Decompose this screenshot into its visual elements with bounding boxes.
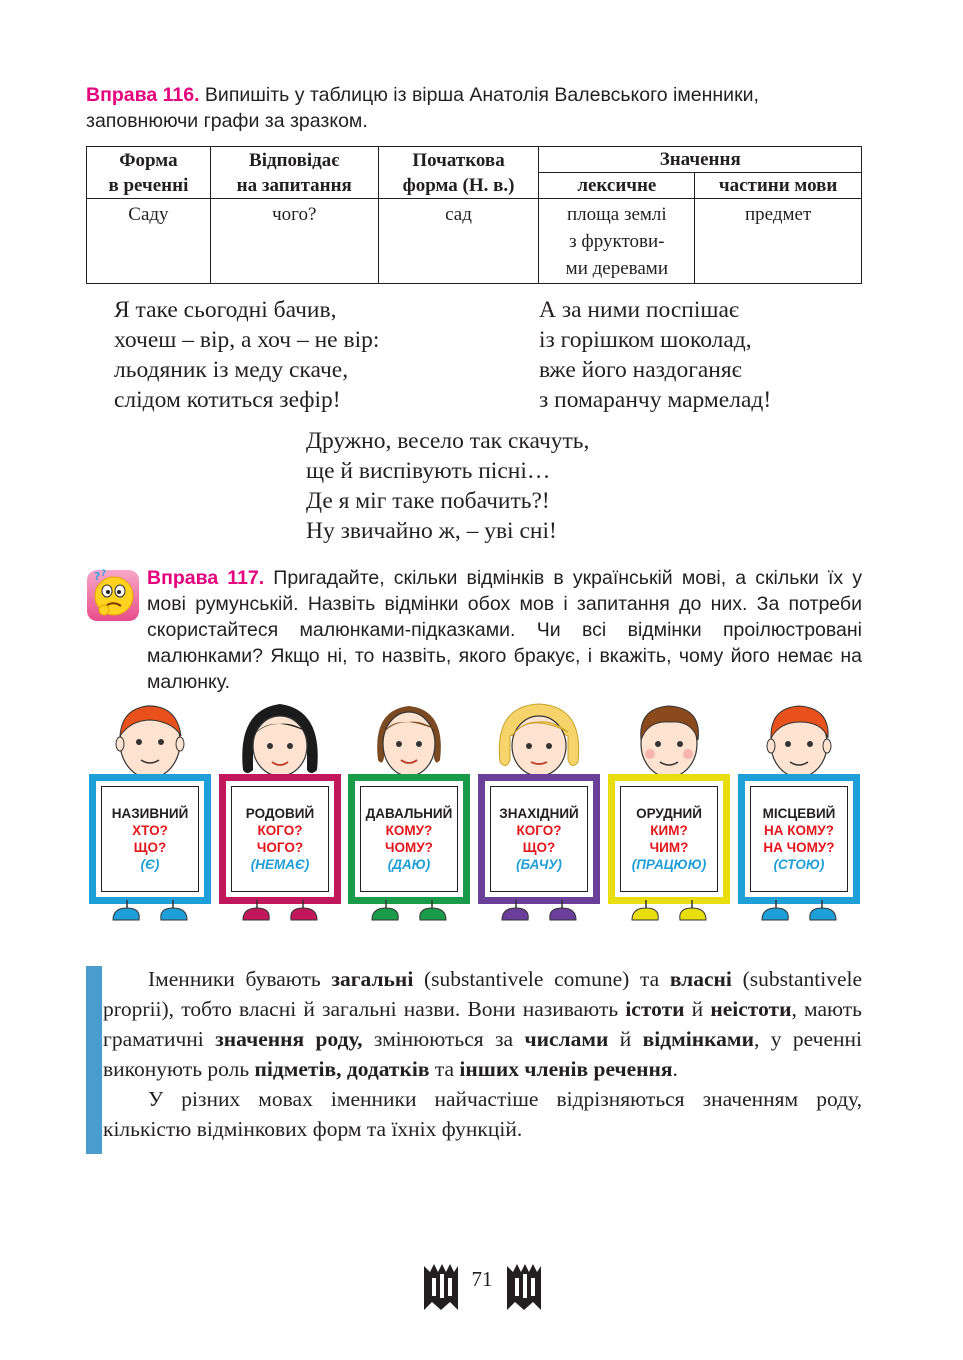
case-question: КОГО? [257, 823, 303, 838]
case-question: КОМУ? [385, 823, 433, 838]
poem-line: льодяник із меду скаче, [114, 357, 349, 383]
poem-stanza-3 [306, 426, 589, 546]
exercise-116-label: Вправа 116. [86, 84, 200, 106]
rule-accent-bar [86, 966, 102, 1154]
exercise-116 [86, 82, 862, 134]
case-board [738, 774, 860, 904]
rule-text: змінюються за [362, 1027, 525, 1051]
poem-line: хочеш – вір, а хоч – не вір: [114, 327, 380, 353]
case-question: ЩО? [522, 840, 556, 855]
girl-face-icon [348, 700, 470, 780]
rule-text: Іменники бувають [148, 967, 332, 991]
case-board [348, 774, 470, 904]
case-figure-instrumental [608, 700, 730, 930]
poem-line: із горішком шоколад, [539, 327, 752, 353]
case-figure-locative [738, 700, 860, 930]
rule-text: та [429, 1057, 460, 1081]
rule-term: неістоти [710, 997, 792, 1021]
girl-face-icon [219, 700, 341, 780]
rule-text: (substantivele comune) та [413, 967, 670, 991]
exercise-117 [147, 565, 862, 695]
rule-term: істоти [625, 997, 685, 1021]
case-example: (БАЧУ) [516, 857, 562, 872]
rule-paragraph-1 [86, 964, 862, 1084]
case-question: НА КОМУ? [764, 823, 834, 838]
case-example: (НЕМАЄ) [250, 857, 310, 872]
page-number: 71 [471, 1267, 493, 1291]
case-figure-genitive [219, 700, 341, 930]
case-figure-dative [348, 700, 470, 930]
rule-term: підметів, додатків [254, 1057, 430, 1081]
case-name: РОДОВИЙ [245, 806, 315, 821]
case-question: КОГО? [516, 823, 562, 838]
feet-icon [738, 900, 860, 922]
rule-text: , у реченні виконують роль [103, 1027, 862, 1081]
case-name: ОРУДНИЙ [636, 806, 702, 821]
case-figure-accusative [478, 700, 600, 930]
case-question: ЧОМУ? [385, 840, 433, 855]
poem-line: Дружно, весело так скачуть, [306, 428, 590, 454]
poem-line: вже його наздоганяє [539, 357, 742, 383]
case-board [219, 774, 341, 904]
rule-term: відмінками [642, 1027, 754, 1051]
case-example: (ПРАЦЮЮ) [631, 857, 707, 872]
case-question: ХТО? [132, 823, 168, 838]
rule-term: інших членів речення [459, 1057, 673, 1081]
case-board [89, 774, 211, 904]
header-meaning: Значення [539, 147, 862, 173]
poem-line: слідом котиться зефір! [114, 387, 341, 413]
boy-face-icon [89, 700, 211, 780]
case-name: НАЗИВНИЙ [111, 806, 189, 821]
rule-term: значення роду, [215, 1027, 363, 1051]
svg-text:?: ? [101, 569, 107, 579]
case-example: (ДАЮ) [387, 857, 431, 872]
header-answers: Відповідає на запитання [210, 147, 378, 199]
boy-face-icon [608, 700, 730, 780]
case-board [608, 774, 730, 904]
header-initial-form: Початкова форма (Н. в.) [378, 147, 539, 199]
poem-line: Де я міг таке побачить?! [306, 488, 550, 514]
case-name: ЗНАХІДНИЙ [499, 806, 579, 821]
feet-icon [348, 900, 470, 922]
feet-icon [89, 900, 211, 922]
table-row [87, 199, 862, 284]
rule-term: числами [524, 1027, 609, 1051]
poem-line: Я таке сьогодні бачив, [114, 297, 337, 323]
case-name: МІСЦЕВИЙ [762, 806, 836, 821]
case-figure-nominative [89, 700, 211, 930]
nouns-table [86, 146, 862, 284]
header-form: Форма в реченні [87, 147, 211, 199]
header-part-of-speech: частини мови [695, 173, 862, 199]
case-name: ДАВАЛЬНИЙ [365, 806, 453, 821]
rule-text: , мають граматичні [103, 997, 862, 1051]
case-question: ЧИМ? [649, 840, 689, 855]
feet-icon [219, 900, 341, 922]
exercise-117-text: Пригадайте, скільки відмінків в українській мові, а скільки їх у мові румунській. Назвіть відмінки обох мов і запитання до них. За потреби скористайтеся малюнками-підказками. Чи всі відмінки проілюстровані малюнками? Якщо ні, то назвіть, якого бракує, і вкажіть, чому його немає на малюнку. [147, 567, 862, 693]
rule-paragraph-2: У різних мовах іменники найчастіше відрізняються значенням роду, кількістю відмінкових форм та їхніх функцій. [103, 1087, 862, 1141]
case-illustrations [86, 700, 862, 930]
rule-text: й [608, 1027, 643, 1051]
case-board [478, 774, 600, 904]
feet-icon [478, 900, 600, 922]
case-question: ЧОГО? [256, 840, 304, 855]
case-question: КИМ? [650, 823, 688, 838]
cell-question: чого? [210, 199, 378, 284]
cell-lexical: площа землі з фруктови- ми деревами [539, 199, 695, 284]
case-example: (СТОЮ) [773, 857, 825, 872]
poem-stanza-1 [114, 295, 379, 415]
poem-line: ще й виспівують пісні… [306, 458, 551, 484]
rule-term: загальні [331, 967, 414, 991]
poem-line: А за ними поспішає [539, 297, 739, 323]
cell-form: Саду [87, 199, 211, 284]
case-question: НА ЧОМУ? [763, 840, 835, 855]
header-lexical: лексичне [539, 173, 695, 199]
boy-face-icon [738, 700, 860, 780]
case-example: (Є) [140, 857, 160, 872]
poem-stanza-2 [539, 295, 771, 415]
cell-initial: сад [378, 199, 539, 284]
svg-text:?: ? [94, 570, 101, 583]
exercise-116-text: Випишіть у таблицю із вірша Анатолія Валевського іменники, заповнюючи графи за зразком. [86, 84, 759, 132]
rule-text: й [684, 997, 711, 1021]
exercise-117-label: Вправа 117. [147, 567, 265, 589]
rule-text: (substantivele proprii), тобто власні й загальні назви. Вони називають [103, 967, 863, 1021]
poem-line: Ну звичайно ж, – уві сні! [306, 518, 557, 544]
feet-icon [608, 900, 730, 922]
rule-text: . [672, 1057, 678, 1081]
thinking-face-icon [86, 566, 140, 622]
cell-part-of-speech: предмет [695, 199, 862, 284]
poem-line: з помаранчу мармелад! [539, 387, 772, 413]
rule-box [86, 964, 862, 1144]
case-question: ЩО? [133, 840, 167, 855]
rule-term: власні [669, 967, 732, 991]
girl-face-icon [478, 700, 600, 780]
